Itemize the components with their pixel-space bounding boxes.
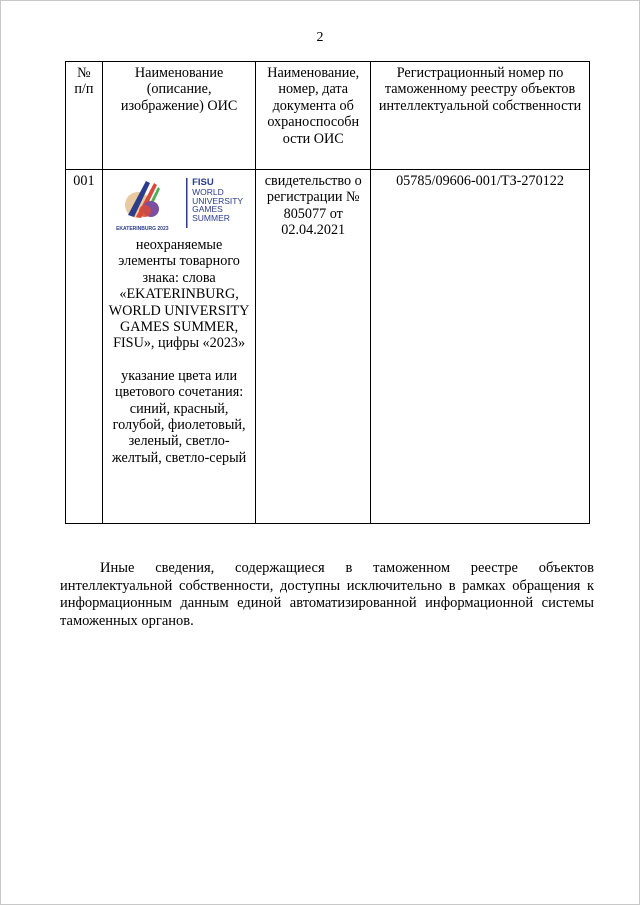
header-number: № п/п: [66, 62, 103, 170]
row-description: [102, 170, 256, 524]
register-table: [65, 61, 590, 524]
page-number: 2: [316, 30, 324, 45]
header-name: Наименование (описание, изображение) ОИС: [102, 62, 256, 170]
header-document: Наименование, номер, дата документа об охраноспособн ости ОИС: [256, 62, 371, 170]
body-paragraph: Иные сведения, содержащиеся в таможенном реестре объектов интеллектуальной собственности, доступны исключительно в рамках обращения к информационным данным единой автоматизированной информационной системы таможенных органов.: [60, 560, 594, 629]
description-unprotected: неохраняемые элементы товарного знака: слова «EKATERINBURG, WORLD UNIVERSITY GAMES SUMMER, FISU», цифры «2023»: [108, 237, 250, 352]
row-reg-number: 05785/09606-001/ТЗ-270122: [371, 170, 590, 524]
logo-text: FISU WORLD UNIVERSITY GAMES SUMMER: [192, 177, 244, 223]
table-row: [66, 170, 590, 524]
header-reg-number: Регистрационный номер по таможенному реестру объектов интеллектуальной собственности: [371, 62, 590, 170]
row-document: свидетельство о регистрации № 805077 от 02.04.2021: [256, 170, 371, 524]
logo-city-text: EKATERINBURG 2023: [116, 226, 169, 232]
fisu-logo: [116, 175, 242, 231]
row-number: 001: [66, 170, 103, 524]
table-header-row: [66, 62, 590, 170]
description-colors: указание цвета или цветового сочетания: синий, красный, голубой, фиолетовый, зеленый, светло-желтый, светло-серый: [111, 367, 247, 466]
